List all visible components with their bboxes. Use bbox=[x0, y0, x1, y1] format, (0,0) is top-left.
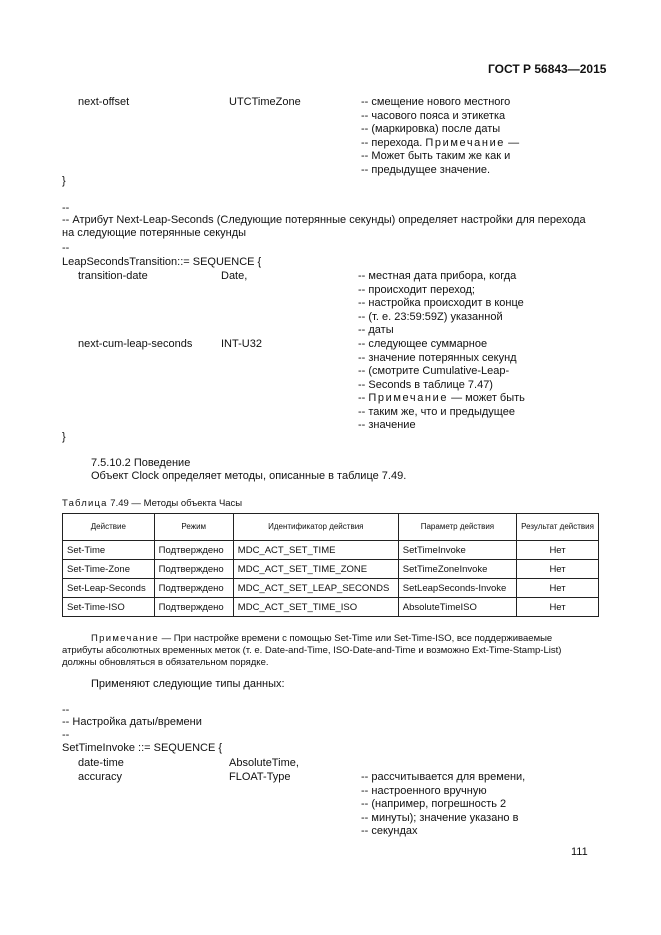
field-name: next-cum-leap-seconds bbox=[78, 338, 193, 350]
comment-line: -- даты bbox=[358, 324, 394, 336]
applies-text: Применяют следующие типы данных: bbox=[91, 678, 285, 690]
column-header: Идентификатор действия bbox=[233, 514, 398, 541]
comment-line: -- настроенного вручную bbox=[361, 784, 487, 797]
note-line-1: Примечание — При настройке времени с помощью Set-Time или Set-Time-ISO, все поддерживаемые bbox=[91, 633, 553, 644]
methods-table bbox=[62, 513, 599, 617]
section-text: Объект Clock определяет методы, описанные в таблице 7.49. bbox=[91, 470, 407, 482]
comment-line: -- настройка происходит в конце bbox=[358, 297, 524, 309]
table-cell: SetTimeInvoke bbox=[398, 541, 516, 560]
table-row bbox=[63, 560, 599, 579]
comment-line: -- значение bbox=[358, 419, 416, 431]
table-cell: Подтверждено bbox=[154, 598, 233, 617]
table-cell: SetLeapSeconds-Invoke bbox=[398, 579, 516, 598]
closing-brace: } bbox=[62, 431, 66, 443]
table-cell: Set-Leap-Seconds bbox=[63, 579, 155, 598]
table-caption: Таблица 7.49 — Методы объекта Часы bbox=[62, 498, 243, 509]
table-cell: MDC_ACT_SET_TIME_ZONE bbox=[233, 560, 398, 579]
column-header: Режим bbox=[154, 514, 233, 541]
table-cell: SetTimeZoneInvoke bbox=[398, 560, 516, 579]
field-name: date-time bbox=[78, 757, 124, 769]
field-name: transition-date bbox=[78, 270, 148, 282]
comment-line: -- рассчитывается для времени, bbox=[361, 771, 526, 783]
page-number: 111 bbox=[571, 846, 588, 858]
comment-line: -- (например, погрешность 2 bbox=[361, 798, 507, 810]
attribute-description-cont: на следующие потерянные секунды bbox=[62, 227, 247, 239]
sequence-declaration: SetTimeInvoke ::= SEQUENCE { bbox=[62, 742, 223, 754]
attribute-description: -- Атрибут Next-Leap-Seconds (Следующие потерянные секунды) определяет настройки для перехода bbox=[62, 214, 586, 226]
comment-line: -- (маркировка) после даты bbox=[361, 123, 501, 135]
comment-line: -- следующее суммарное bbox=[358, 338, 488, 350]
comment-dash: -- bbox=[62, 242, 70, 254]
document-id: ГОСТ Р 56843—2015 bbox=[488, 62, 607, 76]
table-cell: MDC_ACT_SET_TIME bbox=[233, 541, 398, 560]
field-type: INT-U32 bbox=[221, 338, 262, 350]
section-heading: 7.5.10.2 Поведение bbox=[91, 457, 191, 469]
comment-line: -- местная дата прибора, когда bbox=[358, 270, 517, 282]
comment-line: -- смещение нового местного bbox=[361, 96, 511, 108]
table-cell: Нет bbox=[517, 598, 599, 617]
note-line-3: должны обновляться в обязательном порядке. bbox=[62, 657, 269, 668]
table-cell: Нет bbox=[517, 541, 599, 560]
table-cell: AbsoluteTimeISO bbox=[398, 598, 516, 617]
comment-block bbox=[358, 338, 525, 433]
field-name: next-offset bbox=[78, 96, 130, 108]
field-name: accuracy bbox=[78, 771, 123, 783]
table-row bbox=[63, 598, 599, 617]
note-word: Примечание bbox=[425, 136, 506, 149]
comment-line: -- значение потерянных секунд bbox=[358, 351, 517, 364]
field-type: FLOAT-Type bbox=[229, 771, 291, 783]
table-row bbox=[63, 541, 599, 560]
comment-line: -- происходит переход; bbox=[358, 283, 475, 296]
comment-line: -- минуты); значение указано в bbox=[361, 811, 519, 824]
comment-dash: -- bbox=[62, 704, 70, 716]
comment-dash: -- bbox=[62, 729, 70, 741]
note-line-2: атрибуты абсолютных временных меток (т. е. Date-and-Time, ISO-Date-and-Time и возможно Ext-Time-Stamp-List) bbox=[62, 645, 562, 656]
table-cell: MDC_ACT_SET_LEAP_SECONDS bbox=[233, 579, 398, 598]
comment-dash: -- bbox=[62, 202, 70, 214]
comment-line: -- Примечание — может быть bbox=[358, 392, 525, 404]
comment-block bbox=[358, 270, 524, 338]
comment-line: -- перехода. Примечание — bbox=[361, 136, 520, 149]
note-word: Примечание bbox=[368, 392, 449, 404]
field-type: AbsoluteTime, bbox=[229, 757, 299, 769]
table-cell: Set-Time-ISO bbox=[63, 598, 155, 617]
comment-block bbox=[361, 771, 525, 839]
comment-line: -- секундах bbox=[361, 825, 418, 837]
table-cell: Подтверждено bbox=[154, 541, 233, 560]
comment-block bbox=[361, 96, 519, 177]
column-header: Параметр действия bbox=[398, 514, 516, 541]
comment-line: -- часового пояса и этикетка bbox=[361, 109, 506, 122]
column-header: Результат действия bbox=[517, 514, 599, 541]
sequence-declaration: LeapSecondsTransition::= SEQUENCE { bbox=[62, 256, 262, 268]
comment-line: -- Seconds в таблице 7.47) bbox=[358, 378, 493, 391]
field-type: Date, bbox=[221, 270, 248, 282]
comment-line: -- (смотрите Cumulative-Leap- bbox=[358, 365, 510, 377]
comment-line: -- предыдущее значение. bbox=[361, 163, 491, 176]
comment-line: -- Может быть таким же как и bbox=[361, 150, 511, 162]
table-row bbox=[63, 579, 599, 598]
table-cell: Нет bbox=[517, 560, 599, 579]
column-header: Действие bbox=[63, 514, 155, 541]
table-header-row bbox=[63, 514, 599, 541]
table-cell: MDC_ACT_SET_TIME_ISO bbox=[233, 598, 398, 617]
field-type: UTCTimeZone bbox=[229, 96, 301, 108]
table-cell: Нет bbox=[517, 579, 599, 598]
closing-brace: } bbox=[62, 175, 66, 187]
table-cell: Set-Time bbox=[63, 541, 155, 560]
comment-line: -- (т. е. 23:59:59Z) указанной bbox=[358, 310, 503, 323]
table-cell: Set-Time-Zone bbox=[63, 560, 155, 579]
comment-line: -- таким же, что и предыдущее bbox=[358, 405, 515, 418]
table-cell: Подтверждено bbox=[154, 579, 233, 598]
block-title: -- Настройка даты/времени bbox=[62, 716, 202, 728]
table-cell: Подтверждено bbox=[154, 560, 233, 579]
